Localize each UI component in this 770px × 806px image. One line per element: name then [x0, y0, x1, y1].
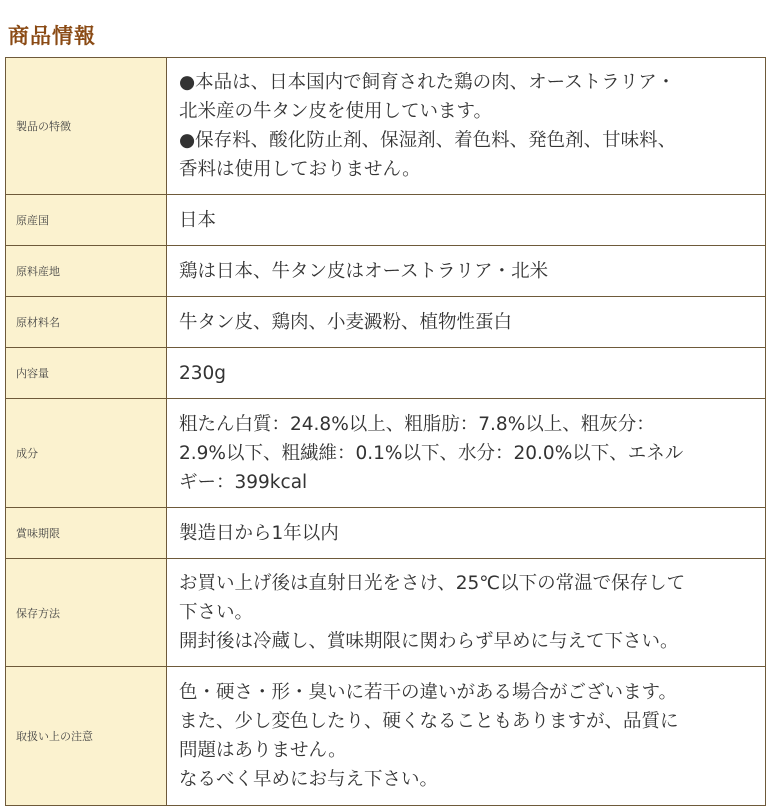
table-row [6, 667, 766, 806]
table-row [6, 559, 766, 667]
value-line: なるべく早めにお与え下さい。 [179, 769, 439, 790]
product-info-table [5, 57, 766, 806]
value-line: お買い上げ後は直射日光をさけ、25℃以下の常温で保存して [179, 573, 686, 594]
row-label: 原料産地 [6, 246, 167, 297]
row-label: 取扱い上の注意 [6, 667, 167, 806]
value-line: 下さい。 [179, 602, 254, 623]
row-value [167, 399, 766, 508]
row-label: 内容量 [6, 348, 167, 399]
value-line: ●本品は、日本国内で飼育された鶏の肉、オーストラリア・ [179, 72, 676, 93]
value-line: 牛タン皮、鶏肉、小麦澱粉、植物性蛋白 [179, 311, 513, 333]
value-line: 香料は使用しておりません。 [179, 159, 421, 180]
row-value [167, 297, 766, 348]
row-value [167, 246, 766, 297]
row-label: 保存方法 [6, 559, 167, 667]
value-line: 鶏は日本、牛タン皮はオーストラリア・北米 [179, 260, 549, 282]
row-value [167, 348, 766, 399]
table-row [6, 348, 766, 399]
value-line: また、少し変色したり、硬くなることもありますが、品質に [179, 711, 679, 732]
row-value [167, 58, 766, 195]
value-line: 北米産の牛タン皮を使用しています。 [179, 101, 493, 122]
section-heading: 商品情報 [8, 24, 96, 48]
table-row [6, 297, 766, 348]
value-line: ギー：399kcal [179, 471, 308, 493]
row-label: 成分 [6, 399, 167, 508]
value-line: 製造日から1年以内 [179, 522, 339, 544]
row-value [167, 667, 766, 806]
table-row [6, 399, 766, 508]
value-line: 色・硬さ・形・臭いに若干の違いがある場合がございます。 [179, 682, 678, 703]
value-line: 問題はありません。 [179, 740, 347, 761]
value-line: ●保存料、酸化防止剤、保湿剤、着色料、発色剤、甘味料、 [179, 130, 677, 151]
table-row [6, 195, 766, 246]
table-row [6, 58, 766, 195]
value-line: 粗たん白質：24.8%以上、粗脂肪：7.8%以上、粗灰分： [179, 413, 655, 435]
value-line: 230g [179, 362, 227, 384]
row-label: 賞味期限 [6, 508, 167, 559]
table-row [6, 508, 766, 559]
row-value [167, 195, 766, 246]
row-label: 原産国 [6, 195, 167, 246]
value-line: 日本 [179, 209, 217, 231]
value-line: 2.9%以下、粗繊維：0.1%以下、水分：20.0%以下、エネル [179, 442, 684, 464]
row-label: 製品の特徴 [6, 58, 167, 195]
row-value [167, 508, 766, 559]
row-value [167, 559, 766, 667]
table-row [6, 246, 766, 297]
row-label: 原材料名 [6, 297, 167, 348]
value-line: 開封後は冷蔵し、賞味期限に関わらず早めに与えて下さい。 [179, 631, 679, 652]
